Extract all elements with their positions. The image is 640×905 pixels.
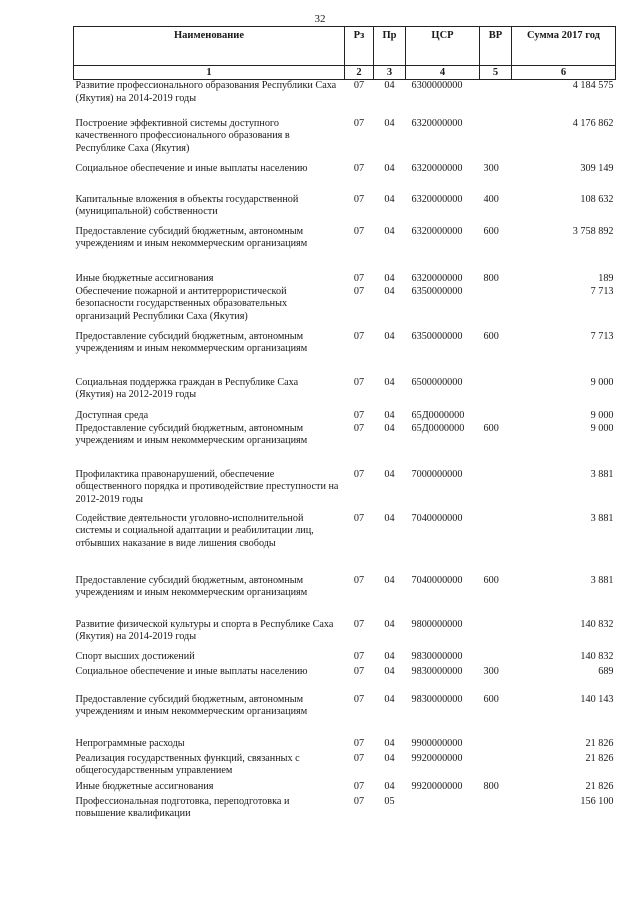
row-sum: 140 832 (580, 618, 614, 630)
row-vr (480, 651, 512, 666)
row-sum: 9 000 (590, 376, 614, 388)
table-row (74, 694, 616, 738)
row-sum: 140 832 (580, 650, 614, 662)
row-rz: 07 (353, 272, 365, 284)
row-name: Построение эффективной системы доступного качественного профессионального образования в Республике Саха (Якутия) (75, 117, 290, 154)
row-vr: 400 (483, 193, 499, 205)
row-rz: 07 (353, 285, 365, 297)
column-number: 5 (480, 66, 512, 80)
row-name: Социальное обеспечение и иные выплаты населению (75, 665, 308, 677)
table-row (74, 163, 616, 194)
row-csr: 6320000000 (411, 117, 463, 129)
row-sum: 21 826 (585, 737, 614, 749)
column-number: 4 (406, 66, 480, 80)
column-number: 6 (512, 66, 616, 80)
row-pr: 04 (384, 737, 395, 749)
row-rz: 07 (353, 665, 365, 677)
row-sum: 21 826 (585, 752, 614, 764)
row-rz: 07 (353, 693, 365, 705)
row-rz: 07 (353, 737, 365, 749)
row-sum: 3 881 (590, 512, 614, 524)
row-vr: 600 (483, 574, 499, 586)
table-body (74, 80, 616, 824)
budget-table (73, 26, 616, 824)
row-pr: 04 (384, 330, 395, 342)
table-row (74, 410, 616, 423)
row-csr: 7040000000 (411, 512, 463, 524)
page-number: 32 (314, 13, 326, 25)
table-row (74, 118, 616, 163)
table-row (74, 666, 616, 694)
table-row (74, 377, 616, 410)
row-vr (480, 796, 512, 824)
row-pr: 05 (384, 795, 395, 807)
row-rz: 07 (353, 795, 365, 807)
table-row (74, 753, 616, 781)
row-vr (480, 469, 512, 513)
row-name: Предоставление субсидий бюджетным, автономным учреждениям и иным некоммерческим организациям (75, 693, 308, 718)
row-name: Предоставление субсидий бюджетным, автономным учреждениям и иным некоммерческим организациям (75, 574, 308, 599)
row-pr: 04 (384, 162, 395, 174)
row-csr: 6320000000 (411, 272, 463, 284)
row-csr: 6300000000 (411, 80, 463, 92)
row-name: Профилактика правонарушений, обеспечение общественного порядка и противодействие преступности на 2012-2019 годы (75, 468, 339, 505)
row-sum: 189 (598, 272, 614, 284)
row-rz: 07 (353, 512, 365, 524)
row-sum: 4 176 862 (572, 117, 614, 129)
row-sum: 9 000 (590, 409, 614, 421)
row-sum: 3 758 892 (572, 225, 614, 237)
row-vr (480, 80, 512, 118)
row-vr (480, 118, 512, 163)
table-row (74, 619, 616, 651)
row-name: Предоставление субсидий бюджетным, автономным учреждениям и иным некоммерческим организациям (75, 330, 308, 355)
row-csr: 6320000000 (411, 225, 463, 237)
row-rz: 07 (353, 574, 365, 586)
row-rz: 07 (353, 80, 365, 92)
header-name: Наименование (74, 27, 345, 66)
table-row (74, 286, 616, 331)
row-name: Развитие профессионального образования Республики Саха (Якутия) на 2014-2019 годы (75, 80, 337, 104)
row-csr: 9830000000 (411, 650, 463, 662)
header-vr: ВР (480, 27, 512, 66)
table-row (74, 469, 616, 513)
row-name: Непрограммные расходы (75, 737, 185, 749)
row-pr: 04 (384, 272, 395, 284)
row-name: Предоставление субсидий бюджетным, автономным учреждениям и иным некоммерческим организациям (75, 225, 308, 250)
row-sum: 309 149 (580, 162, 614, 174)
row-vr (480, 377, 512, 410)
row-rz: 07 (353, 330, 365, 342)
row-vr: 600 (483, 330, 499, 342)
row-rz: 07 (353, 650, 365, 662)
row-sum: 3 881 (590, 468, 614, 480)
row-csr: 6320000000 (411, 193, 463, 205)
table-row (74, 796, 616, 824)
row-pr: 04 (384, 422, 395, 434)
row-name: Иные бюджетные ассигнования (75, 780, 214, 792)
row-pr: 04 (384, 468, 395, 480)
row-rz: 07 (353, 117, 365, 129)
table-row (74, 331, 616, 377)
row-rz: 07 (353, 468, 365, 480)
row-sum: 140 143 (580, 693, 614, 705)
row-vr (480, 286, 512, 331)
row-sum: 3 881 (590, 574, 614, 586)
row-csr: 9830000000 (411, 693, 463, 705)
row-csr: 7040000000 (411, 574, 463, 586)
column-number: 1 (74, 66, 345, 80)
row-vr: 800 (483, 272, 499, 284)
row-csr: 6350000000 (411, 330, 463, 342)
row-pr: 04 (384, 409, 395, 421)
row-sum: 7 713 (590, 330, 614, 342)
row-rz: 07 (353, 780, 365, 792)
row-csr: 7000000000 (411, 468, 463, 480)
header-pr: Пр (374, 27, 406, 66)
row-pr: 04 (384, 752, 395, 764)
row-sum: 7 713 (590, 285, 614, 297)
row-rz: 07 (353, 376, 365, 388)
row-vr: 600 (483, 693, 499, 705)
column-number: 2 (345, 66, 374, 80)
table-row (74, 226, 616, 273)
row-pr: 04 (384, 117, 395, 129)
row-csr: 6320000000 (411, 162, 463, 174)
row-name: Развитие физической культуры и спорта в Республике Саха (Якутия) на 2014-2019 годы (75, 618, 334, 643)
row-vr (480, 619, 512, 651)
row-name: Капитальные вложения в объекты государственной (муниципальной) собственности (75, 193, 299, 218)
row-vr (480, 753, 512, 781)
row-pr: 04 (384, 376, 395, 388)
row-rz: 07 (353, 618, 365, 630)
row-csr (406, 796, 480, 824)
row-csr: 9800000000 (411, 618, 463, 630)
row-rz: 07 (353, 162, 365, 174)
row-pr: 04 (384, 650, 395, 662)
row-sum: 108 632 (580, 193, 614, 205)
row-vr: 600 (483, 225, 499, 237)
row-pr: 04 (384, 693, 395, 705)
row-rz: 07 (353, 422, 365, 434)
row-rz: 07 (353, 409, 365, 421)
row-pr: 04 (384, 512, 395, 524)
table-row (74, 513, 616, 575)
row-csr: 9920000000 (411, 752, 463, 764)
table-row (74, 738, 616, 753)
table-row (74, 575, 616, 619)
row-pr: 04 (384, 225, 395, 237)
row-rz: 07 (353, 225, 365, 237)
row-csr: 9920000000 (411, 780, 463, 792)
row-pr: 04 (384, 193, 395, 205)
column-number-row (74, 66, 616, 80)
row-vr (480, 410, 512, 423)
row-rz: 07 (353, 752, 365, 764)
row-name: Доступная среда (75, 409, 149, 421)
row-pr: 04 (384, 574, 395, 586)
row-name: Профессиональная подготовка, переподготовка и повышение квалификации (75, 795, 290, 820)
header-csr: ЦСР (406, 27, 480, 66)
row-pr: 04 (384, 80, 395, 92)
row-csr: 6350000000 (411, 285, 463, 297)
row-vr (480, 513, 512, 575)
row-rz: 07 (353, 193, 365, 205)
row-name: Иные бюджетные ассигнования (75, 272, 214, 284)
row-sum: 4 184 575 (572, 80, 614, 92)
row-vr (480, 738, 512, 753)
column-number: 3 (374, 66, 406, 80)
row-name: Социальная поддержка граждан в Республике Саха (Якутия) на 2012-2019 годы (75, 376, 299, 401)
row-csr: 9830000000 (411, 665, 463, 677)
row-sum: 21 826 (585, 780, 614, 792)
table-row (74, 651, 616, 666)
row-sum: 689 (598, 665, 614, 677)
row-csr: 9900000000 (411, 737, 463, 749)
row-pr: 04 (384, 285, 395, 297)
table-row (74, 273, 616, 286)
row-pr: 04 (384, 618, 395, 630)
row-sum: 156 100 (580, 795, 614, 807)
table-row (74, 194, 616, 226)
row-name: Спорт высших достижений (75, 650, 195, 662)
row-name: Предоставление субсидий бюджетным, автономным учреждениям и иным некоммерческим организациям (75, 422, 308, 447)
row-name: Социальное обеспечение и иные выплаты населению (75, 162, 308, 174)
row-sum: 9 000 (590, 422, 614, 434)
table-header (74, 27, 616, 80)
table-row (74, 80, 616, 118)
row-vr: 800 (483, 780, 499, 792)
row-name: Содействие деятельности уголовно-исполнительной системы и социальной адаптации и реабилитации лиц, отбывших наказание в виде лишения свободы (75, 512, 314, 549)
row-csr: 65Д0000000 (411, 422, 465, 434)
header-rz: Рз (345, 27, 374, 66)
row-vr: 300 (483, 665, 499, 677)
row-vr: 300 (483, 162, 499, 174)
row-name: Обеспечение пожарной и антитеррористической безопасности государственных образовательных организаций Республики Саха (Якутия) (75, 285, 288, 322)
row-csr: 6500000000 (411, 376, 463, 388)
table-row (74, 423, 616, 469)
row-pr: 04 (384, 780, 395, 792)
header-sum: Сумма 2017 год (512, 27, 616, 66)
row-pr: 04 (384, 665, 395, 677)
row-vr: 600 (483, 422, 499, 434)
table-row (74, 781, 616, 796)
row-name: Реализация государственных функций, связанных с общегосударственным управлением (75, 752, 300, 777)
row-csr: 65Д0000000 (411, 409, 465, 421)
